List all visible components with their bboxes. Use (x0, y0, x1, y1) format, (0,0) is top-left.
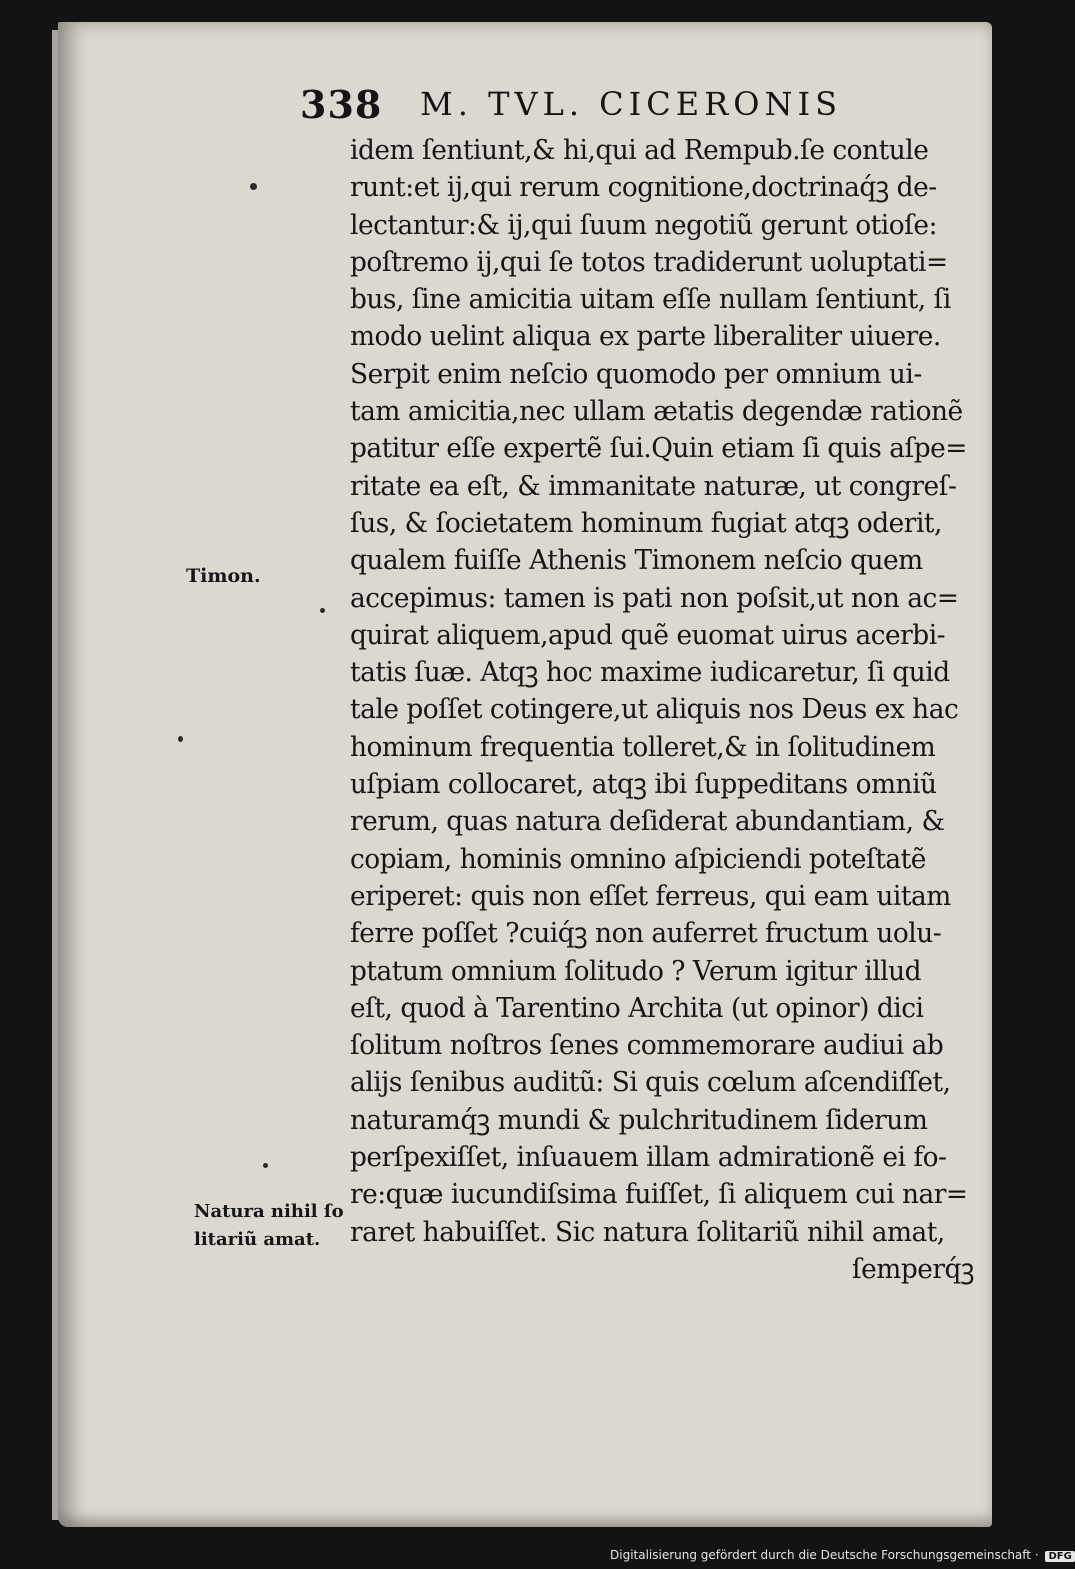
text-line: modo uelint aliqua ex parte liberaliter uiuere. (350, 321, 941, 353)
credit-text: Digitalisierung gefördert durch die Deutsche Forschungsgemeinschaft · (610, 1548, 1039, 1562)
ink-spot (263, 1163, 268, 1168)
text-line: ritate ea eſt, & immanitate naturæ, ut congreſ- (350, 470, 957, 502)
text-line: copiam, hominis omnino aſpiciendi poteſtatẽ (350, 843, 926, 875)
text-line: re:quæ iucundiſsima fuiſſet, ſi aliquem cui nar= (350, 1179, 968, 1211)
text-line: tale poſſet cotingere,ut aliquis nos Deus ex hac (350, 694, 959, 726)
marginal-note-natura (194, 1198, 344, 1254)
text-line: lectantur:& ij,qui ſuum negotiũ gerunt otioſe: (350, 209, 937, 241)
text-line: idem ſentiunt,& hi,qui ad Rempub.ſe contule (350, 135, 929, 166)
text-line: ſolitum noſtros ſenes commemorare audiui ab (350, 1030, 944, 1062)
marginal-note-line: litariũ amat. (194, 1229, 321, 1250)
text-line: Serpit enim neſcio quomodo per omnium ui- (350, 358, 922, 390)
text-line: uſpiam collocaret, atqꝫ ibi ſuppeditans omniũ (350, 769, 937, 801)
text-line: eſt, quod à Tarentino Archita (ut opinor) dici (350, 992, 924, 1024)
ink-spot (320, 608, 325, 613)
text-line: alijs ſenibus auditũ: Si quis cœlum aſcendiſſet, (350, 1067, 951, 1099)
page-header (300, 82, 900, 132)
text-line: rerum, quas natura deſiderat abundantiam, & (350, 806, 945, 838)
text-line: qualem fuiſſe Athenis Timonem neſcio quem (350, 545, 923, 577)
text-line: tam amicitia,nec ullam ætatis degendæ rationẽ (350, 396, 963, 428)
ink-spot (178, 736, 183, 742)
page-number: 338 (300, 82, 383, 127)
text-line: runt:et ij,qui rerum cognitione,doctrinaq́ꝫ de- (350, 172, 937, 204)
ink-spot (250, 183, 257, 190)
text-line: naturamq́ꝫ mundi & pulchritudinem ſiderum (350, 1104, 928, 1136)
catchword: ſemperq́ꝫ (851, 1253, 974, 1285)
text-line: poſtremo ij,qui ſe totos tradiderunt uoluptati= (350, 246, 948, 278)
dfg-logo: DFG (1045, 1551, 1074, 1562)
text-line: patitur eſſe expertẽ ſui.Quin etiam ſi quis aſpe= (350, 433, 967, 465)
text-line: eriperet: quis non eſſet ferreus, qui eam uitam (350, 880, 951, 912)
marginal-note-line: Natura nihil ſo (194, 1201, 344, 1222)
text-line: ferre poſſet ?cuiq́ꝫ non auferret fructum uolu- (350, 918, 942, 950)
text-line: hominum frequentia tolleret,& in ſolitudinem (350, 731, 936, 763)
body-text (350, 132, 1000, 1288)
digitization-credit (610, 1548, 1075, 1562)
running-title: M. TVL. CICERONIS (420, 85, 843, 123)
text-line: ptatum omnium ſolitudo ? Verum igitur illud (350, 955, 922, 987)
text-line: perſpexiſſet, inſuauem illam admirationẽ ei fo- (350, 1142, 947, 1174)
text-line: tatis ſuæ. Atqꝫ hoc maxime iudicaretur, ſi quid (350, 657, 950, 689)
text-line: bus, ſine amicitia uitam eſſe nullam ſentiunt, ſi (350, 284, 951, 316)
text-line: accepimus: tamen is pati non poſsit,ut non ac= (350, 582, 959, 614)
text-line: raret habuiſſet. Sic natura ſolitariũ nihil amat, (350, 1216, 945, 1248)
text-line: ſus, & ſocietatem hominum fugiat atqꝫ oderit, (350, 507, 942, 539)
text-line: quirat aliquem,apud quẽ euomat uirus acerbi- (350, 619, 946, 651)
marginal-note-timon: Timon. (186, 565, 261, 587)
